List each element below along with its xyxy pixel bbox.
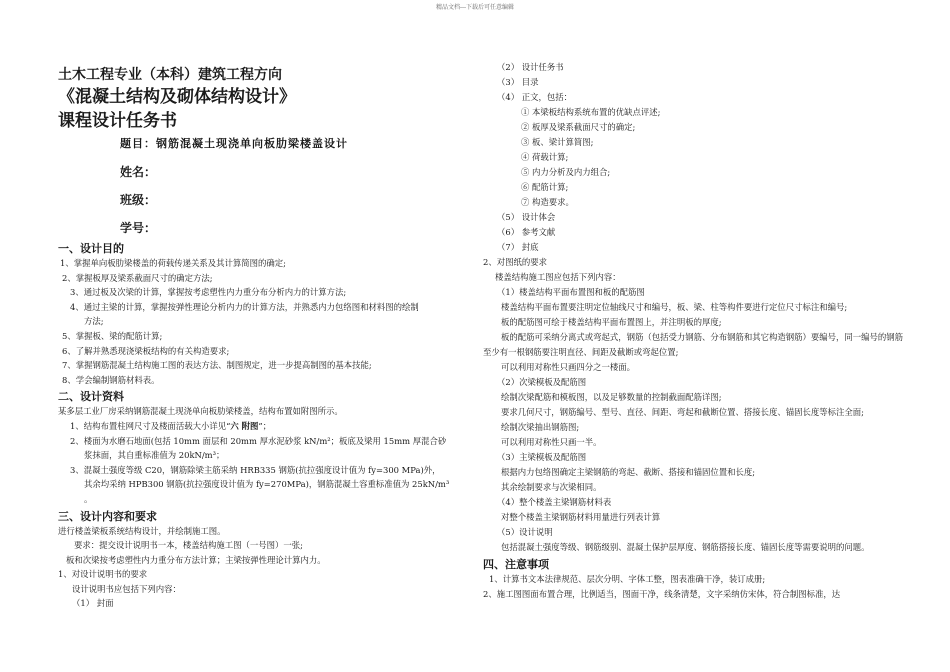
list-item: （7） 封底 (497, 242, 539, 252)
list-item: ⑦ 构造要求。 (521, 197, 574, 207)
course-title: 《混凝土结构及砌体结构设计》 (58, 87, 296, 107)
list-item: 1、掌握单向板肋梁楼盖的荷载传递关系及其计算简图的确定; (60, 258, 286, 268)
paragraph: 板和次梁按考虑塑性内力重分布方法计算；主梁按弹性理论计算内力。 (66, 554, 326, 565)
list-item: （1）楼盖结构平面布置图和板的配筋图 (497, 287, 645, 297)
paragraph: 要求几何尺寸，钢筋编号、型号、直径、间距、弯起和截断位置、搭接长度、锚固长度等标注全面; (501, 407, 864, 417)
text: 1、结构布置柱网尺寸及楼面活载大小详见“ (70, 420, 231, 431)
class-label: 班级： (120, 193, 157, 207)
paragraph: 某多层工业厂房采纳钢筋混凝土现浇单向板肋梁楼盖，结构布置如附图所示。 (58, 406, 343, 417)
list-item: （2）次梁模板及配筋图 (497, 377, 587, 387)
paragraph: 包括混凝土强度等级、钢筋级别、混凝土保护层厚度、钢筋搭接长度、锚固长度等需要说明的问题。 (501, 542, 870, 552)
paragraph: 绘制次梁抽出钢筋图; (501, 422, 580, 432)
list-item: 6、了解并熟悉现浇梁板结构的有关构造要求; (62, 345, 230, 356)
paragraph: 绘制次梁配筋和模板图，以及足够数量的控制截面配筋详图; (501, 392, 722, 402)
list-item: （6） 参考文献 (497, 227, 556, 237)
paragraph: （1） 封面 (72, 598, 114, 609)
list-item: （5）设计说明 (497, 527, 553, 537)
list-item: ⑥ 配筋计算; (521, 182, 569, 192)
section-4-title: 四、注意事项 (483, 558, 549, 571)
page-header: 精品文档---下载后可任意编辑 (435, 4, 515, 11)
list-item: 1、计算书文本法律规范、层次分明、字体工整，图表准确干净，装订成册; (489, 574, 766, 584)
paragraph: 板的配筋可采纳分离式或弯起式，钢筋（包括受力钢筋、分布钢筋和其它构造钢筋）要编号，同一编号的钢筋至少有一根钢筋要注明直径、间距及截断或弯起位置; (483, 332, 903, 357)
list-item: 7、掌握钢筋混凝土结构施工图的表达方法、制图规定，进一步提高制图的基本技能; (62, 360, 372, 371)
list-item: 2、掌握板厚及梁系截面尺寸的确定方法; (62, 272, 213, 283)
list-item: （4）整个楼盖主梁钢筋材料表 (497, 497, 612, 507)
paragraph: 楼盖结构平面布置要注明定位轴线尺寸和编号，板、梁、柱等构件要进行定位尺寸标注和编号; (501, 302, 848, 312)
student-id-label: 学号： (120, 221, 157, 235)
paragraph: 要求：提交设计说明书一本，楼盖结构施工图（一号图）一张; (74, 540, 303, 551)
list-item: 3、通过板及次梁的计算，掌握按考虑塑性内力重分布分析内力的计算方法; (70, 287, 347, 298)
list-item: 其余均采纳 HPB300 钢筋(抗拉强度设计值为 fy=270MPa)，钢筋混凝土容重标准值为 25kN/m³ (84, 479, 450, 490)
list-item: （3） 目录 (497, 77, 539, 87)
paragraph: 可以利用对称性只画一半。 (501, 437, 602, 447)
list-item: （2） 设计任务书 (497, 62, 564, 72)
list-item: ① 本梁板结构系统布置的优缺点评述; (521, 107, 661, 117)
paragraph: 根据内力包络图确定主梁钢筋的弯起、截断、搭接和锚固位置和长度; (501, 467, 756, 477)
paragraph: 其余绘制要求与次梁相同。 (501, 482, 602, 492)
list-item: 4、通过主梁的计算，掌握按弹性理论分析内力的计算方法，并熟悉内力包络图和材料图的绘制 (70, 301, 419, 312)
paragraph: 对整个楼盖主梁钢筋材料用量进行列表计算 (501, 512, 661, 522)
paragraph: 2、对图纸的要求 (483, 257, 547, 267)
list-item: 方法; (84, 316, 104, 327)
list-item: （3）主梁模板及配筋图 (497, 452, 587, 462)
list-item: 3、混凝土强度等级 C20，钢筋除梁主筋采纳 HRB335 钢筋(抗拉强度设计值为 fy=300 MPa)外， (70, 464, 441, 475)
paragraph: 板的配筋图可绘于楼盖结构平面布置图上，并注明板的厚度; (501, 317, 722, 327)
list-item: 。 (84, 493, 93, 504)
list-item: 浆抹面，其自重标准值为 20kN/m³； (84, 450, 225, 461)
left-column (58, 62, 468, 611)
list-item: 2、楼面为水磨石地面(包括 10mm 面层和 20mm 厚水泥砂浆 kN/m²；板底及梁用 15mm 厚混合砂 (70, 435, 447, 446)
text: ”； (258, 420, 272, 431)
section-3-title: 三、设计内容和要求 (58, 509, 157, 523)
appendix-ref: 六 附图 (230, 420, 259, 431)
paragraph: 可以利用对称性只画四分之一楼面。 (501, 362, 635, 372)
list-item: 2、施工图图面布置合理，比例适当，图面干净，线条清楚，文字采纳仿宋体，符合制图标准，达 (483, 589, 841, 599)
section-1-title: 一、设计目的 (58, 242, 124, 255)
paragraph: 1、对设计说明书的要求 (58, 569, 148, 580)
list-item: （4） 正文，包括： (497, 92, 572, 102)
list-item: ④ 荷载计算; (521, 152, 569, 162)
list-item: （5） 设计体会 (497, 212, 556, 222)
name-label: 姓名： (120, 165, 157, 179)
paragraph: 楼盖结构施工图应包括下列内容： (495, 272, 621, 282)
document-title: 课程设计任务书 (58, 111, 177, 131)
section-2-title: 二、设计资料 (58, 390, 124, 404)
list-item: ② 板厚及梁系截面尺寸的确定; (521, 122, 636, 132)
list-item: ⑤ 内力分析及内力组合; (521, 167, 611, 177)
subject-line: 题目：钢筋混凝土现浇单向板肋梁楼盖设计 (120, 137, 348, 150)
right-column (483, 60, 903, 602)
list-item: ③ 板、梁计算简图; (521, 137, 594, 147)
paragraph: 设计说明书应包括下列内容： (72, 583, 181, 594)
program-title: 土木工程专业（本科）建筑工程方向 (58, 67, 282, 83)
paragraph: 进行楼盖梁板系统结构设计，并绘制施工图。 (58, 525, 226, 536)
list-item: 8、学会编制钢筋材料表。 (62, 374, 160, 385)
list-item: 5、掌握板、梁的配筋计算; (62, 330, 163, 341)
list-item (58, 419, 468, 434)
